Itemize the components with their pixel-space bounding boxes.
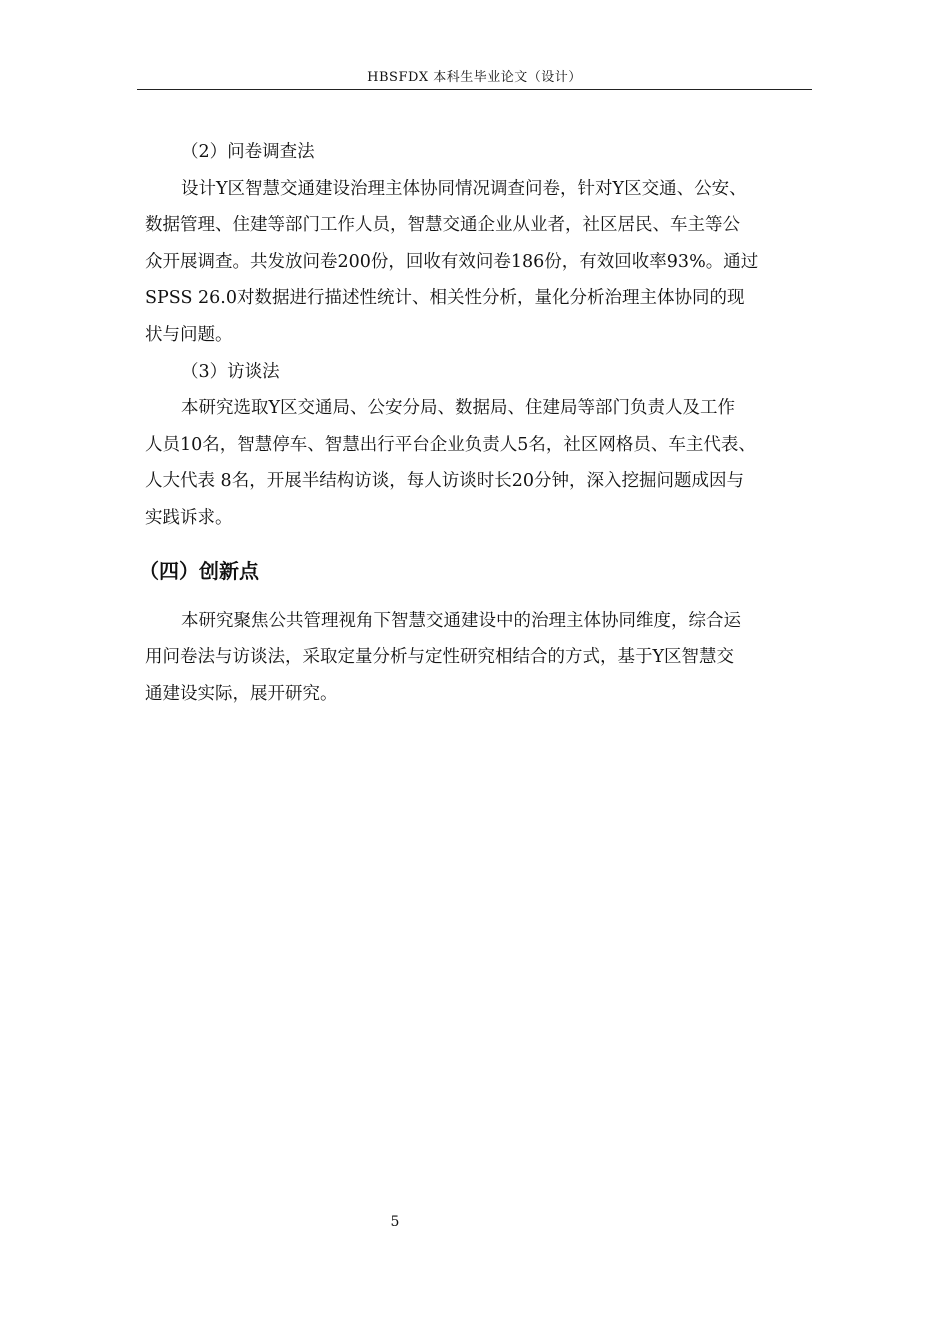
subheading-interview: （3）访谈法 — [181, 361, 280, 382]
paragraph-line: 状与问题。 — [145, 324, 233, 345]
paragraph-line: 用问卷法与访谈法，采取定量分析与定性研究相结合的方式，基于Y区智慧交 — [145, 647, 735, 668]
section-heading-innovation: （四）创新点 — [139, 558, 259, 583]
subheading-questionnaire: （2）问卷调查法 — [181, 142, 315, 162]
document-body — [139, 134, 810, 712]
paragraph-line: 数据管理、住建等部门工作人员，智慧交通企业从业者，社区居民、车主等公 — [145, 215, 740, 236]
paragraph-line: 众开展调查。共发放问卷200份，回收有效问卷186份，有效回收率93%。通过 — [145, 251, 759, 272]
header-title: HBSFDX 本科生毕业论文（设计） — [367, 70, 582, 85]
paragraph-line: 实践诉求。 — [145, 507, 233, 528]
page-header — [137, 70, 812, 90]
paragraph-line: SPSS 26.0对数据进行描述性统计、相关性分析，量化分析治理主体协同的现 — [145, 288, 745, 309]
paragraph-line: 通建设实际，展开研究。 — [145, 683, 338, 704]
page-number: 5 — [390, 1214, 400, 1230]
paragraph-line: 本研究聚焦公共管理视角下智慧交通建设中的治理主体协同维度，综合运 — [181, 610, 741, 631]
paragraph-line: 人大代表 8名，开展半结构访谈，每人访谈时长20分钟，深入挖掘问题成因与 — [145, 471, 744, 492]
paragraph-line: 人员10名，智慧停车、智慧出行平台企业负责人5名，社区网格员、车主代表、 — [145, 434, 756, 455]
paragraph-line: 本研究选取Y区交通局、公安分局、数据局、住建局等部门负责人及工作 — [181, 398, 736, 419]
paragraph-line: 设计Y区智慧交通建设治理主体协同情况调查问卷，针对Y区交通、公安、 — [181, 178, 747, 199]
